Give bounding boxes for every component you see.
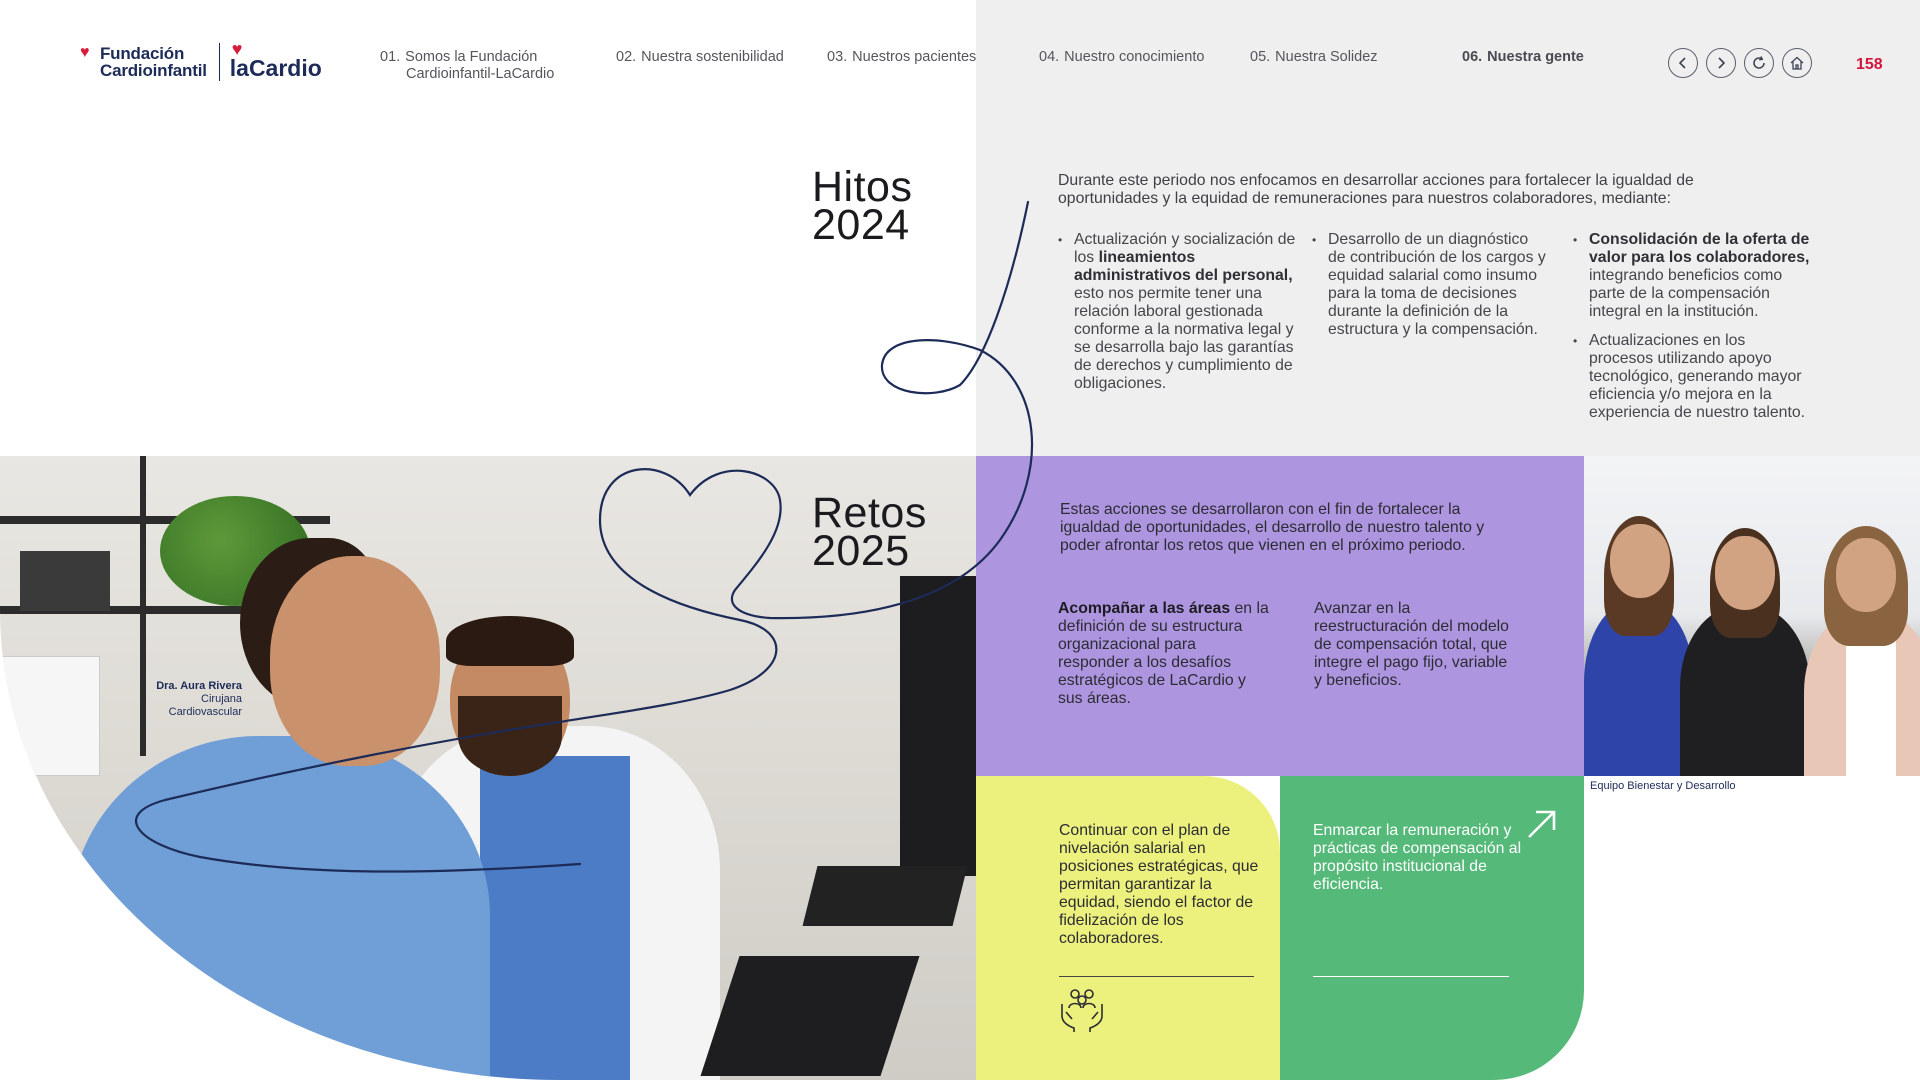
text: en la definición de su estructura organizacional para responder a los desafíos estratégicos de LaCardio y sus áreas. [1058,600,1269,707]
nav-number: 02. [616,49,637,65]
bold-text: Consolidación de la oferta de valor para los colaboradores, [1589,231,1810,266]
hitos-title-line2: 2024 [812,201,910,249]
doctor-name: Dra. Aura Rivera [156,680,242,692]
nav-label: Nuestra Solidez [1275,49,1378,65]
hitos-intro: Durante este periodo nos enfocamos en desarrollar acciones para fortalecer la igualdad de oportunidades y la equidad de remuneraciones para nuestros colaboradores, mediante: [1058,172,1694,207]
page-number: 158 [1856,56,1883,73]
retos-title-line1: Retos [812,489,927,537]
list-item: • Actualizaciones en los procesos utilizando apoyo tecnológico, generando mayor eficiencia y/o mejora en la experiencia de nuestro talento. [1573,332,1813,422]
heart-icon: ♥ [231,38,243,59]
nav-label-line2: Cardioinfantil-LaCardio [406,66,555,82]
retos-item-3: Continuar con el plan de nivelación salarial en posiciones estratégicas, que permitan garantizar la equidad, siendo el factor de fidelización de los colaboradores. [1059,822,1259,947]
bold-text: lineamientos administrativos del personal, [1074,249,1293,284]
hitos-title-line1: Hitos [812,163,913,211]
retos-item-4: Enmarcar la remuneración y prácticas de compensación al propósito institucional de eficiencia. [1313,822,1522,893]
nav-label: Nuestra gente [1487,49,1584,65]
nav-label: Nuestro conocimiento [1064,49,1205,65]
logo-line2: Cardioinfantil [100,61,207,80]
nav-number: 06. [1462,49,1483,65]
doctor-role: Cirujana [201,693,242,705]
doctor-role: Cardiovascular [168,706,242,718]
text: Actualización y socialización de los [1074,231,1296,266]
heart-icon: ♥ [80,44,90,61]
list-item: • Desarrollo de un diagnóstico de contribución de los cargos y equidad salarial como insumo para la toma de decisiones durante la definición de la estructura y la compensación. [1312,231,1548,339]
text: esto nos permite tener una relación laboral gestionada conforme a la normativa legal y se desarrolla bajo las garantías de derechos y cumplimiento de obligaciones. [1074,285,1294,392]
retos-intro: Estas acciones se desarrollaron con el fin de fortalecer la igualdad de oportunidades, el desarrollo de nuestro talento y poder afrontar los retos que vienen en el próximo periodo. [1060,501,1485,554]
team-caption: Equipo Bienestar y Desarrollo [1590,780,1736,792]
text: integrando beneficios como parte de la compensación integral en la institución. [1589,267,1783,320]
nav-label: Nuestra sostenibilidad [641,49,784,65]
retos-title [812,489,927,575]
nav-number: 03. [827,49,848,65]
bold-text: Acompañar a las áreas [1058,600,1231,617]
nav-number: 01. [380,49,401,65]
nav-number: 04. [1039,49,1060,65]
nav-number: 05. [1250,49,1271,65]
logo-lacardio-text: laCardio [229,54,322,81]
logo-line1: Fundación [100,44,185,63]
nav-label: Nuestros pacientes [852,49,977,65]
retos-title-line2: 2025 [812,527,910,575]
retos-item-2: Avanzar en la reestructuración del modelo de compensación total, que integre el pago fijo, variable y beneficios. [1314,600,1509,689]
nav-label: Somos la Fundación [405,49,538,65]
